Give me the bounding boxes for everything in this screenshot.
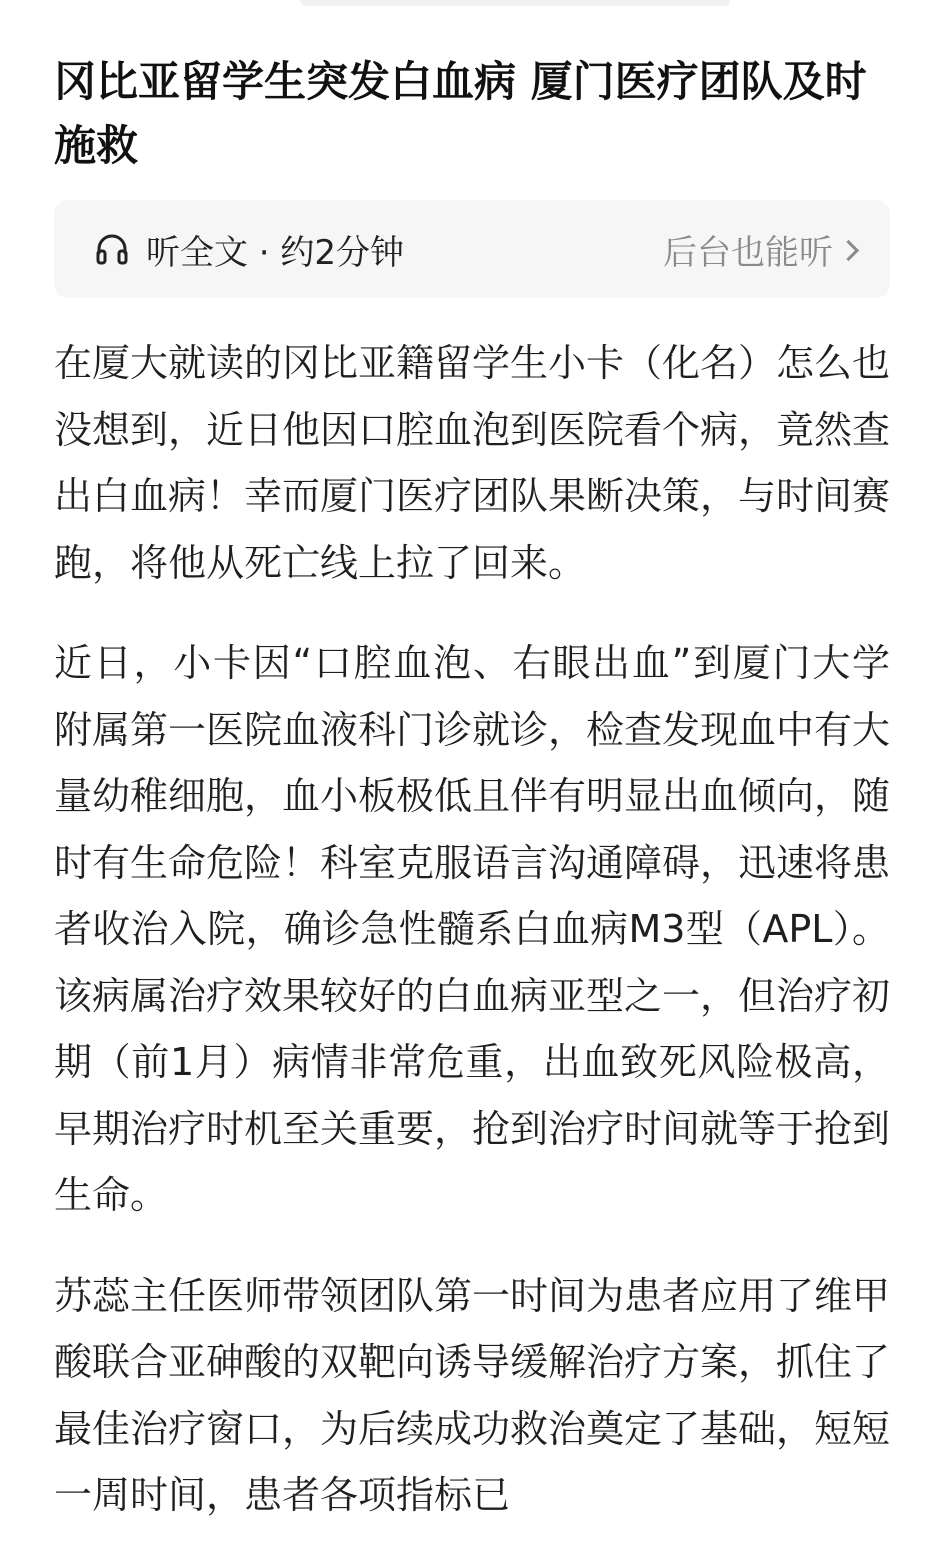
headphone-icon [92, 229, 132, 269]
background-play-link[interactable] [663, 225, 856, 274]
chevron-right-icon [838, 239, 859, 260]
article-paragraph: 近日，小卡因“口腔血泡、右眼出血”到厦门大学附属第一医院血液科门诊就诊，检查发现血中有大量幼稚细胞，血小板极低且伴有明显出血倾向，随时有生命危险！科室克服语言沟通障碍，迅速将患者收治入院，确诊急性髓系白血病M3型（APL）。该病属治疗效果较好的白血病亚型之一，但治疗初期（前1月）病情非常危重，出血致死风险极高，早期治疗时机至关重要，抢到治疗时间就等于抢到生命。 [54, 641, 891, 1217]
background-play-label: 后台也能听 [663, 232, 833, 273]
article-paragraph: 苏蕊主任医师带领团队第一时间为患者应用了维甲酸联合亚砷酸的双靶向诱导缓解治疗方案，抓住了最佳治疗窗口，为后续成功救治奠定了基础，短短一周时间，患者各项指标已 [54, 1273, 891, 1517]
article-paragraph: 在厦大就读的冈比亚籍留学生小卡（化名）怎么也没想到，近日他因口腔血泡到医院看个病，竟然查出白血病！幸而厦门医疗团队果断决策，与时间赛跑，将他从死亡线上拉了回来。 [54, 341, 891, 585]
top-bar [300, 0, 730, 6]
article-title: 冈比亚留学生突发白血病 厦门医疗团队及时施救 [54, 57, 867, 170]
article-body [54, 330, 890, 1550]
listen-full-text-button[interactable] [54, 200, 890, 298]
listen-label: 听全文 · 约2分钟 [146, 232, 405, 273]
